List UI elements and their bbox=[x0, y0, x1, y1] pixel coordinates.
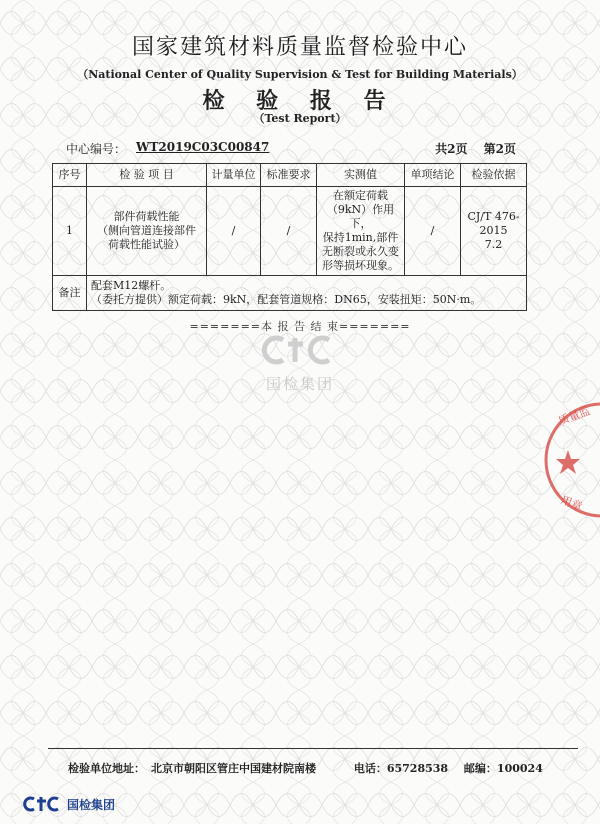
header-conclusion: 单项结论 bbox=[405, 164, 461, 187]
header-item: 检 验 项 目 bbox=[87, 164, 207, 187]
remark-row bbox=[53, 276, 527, 311]
end-of-report-marker: =======本 报 告 结 束======= bbox=[189, 320, 411, 333]
watermark-text: 国检集团 bbox=[265, 375, 334, 393]
footer-contact bbox=[68, 760, 588, 776]
page-info: 共2页 第2页 bbox=[435, 142, 516, 156]
address-label: 检验单位地址： bbox=[68, 762, 145, 775]
center-number-label: 中心编号： bbox=[66, 142, 127, 156]
header-unit: 计量单位 bbox=[207, 164, 261, 187]
measured-line: 无断裂或永久变 bbox=[322, 245, 399, 258]
item-line: 荷载性能试验） bbox=[108, 238, 185, 251]
zip-label: 邮编： bbox=[463, 762, 497, 775]
official-seal-stamp bbox=[540, 395, 600, 525]
footer-divider bbox=[48, 748, 578, 749]
table-row bbox=[53, 187, 527, 276]
item-line: （侧向管道连接部件 bbox=[97, 224, 196, 237]
cell-unit: / bbox=[207, 187, 261, 276]
header-requirement: 标准要求 bbox=[261, 164, 317, 187]
phone-value: 65728538 bbox=[386, 762, 449, 775]
org-name-english: （National Center of Quality Supervision & Test for Building Materials） bbox=[77, 68, 523, 81]
ctc-logo bbox=[22, 794, 115, 814]
item-line: 部件荷载性能 bbox=[113, 210, 180, 223]
ctc-watermark-logo bbox=[255, 330, 345, 370]
measured-line: 保持1min,部件 bbox=[322, 231, 399, 244]
basis-line: CJ/T 476-2015 bbox=[467, 210, 520, 237]
phone-label: 电话： bbox=[353, 762, 387, 775]
remark-label: 备注 bbox=[53, 276, 87, 311]
logo-text: 国检集团 bbox=[67, 797, 116, 812]
header-measured: 实测值 bbox=[317, 164, 405, 187]
report-title: 检 验 报 告 bbox=[202, 88, 398, 114]
report-meta-row bbox=[56, 140, 526, 156]
stamp-text-top: 质量监 bbox=[556, 404, 593, 428]
basis-line: 7.2 bbox=[484, 238, 503, 251]
cell-requirement: / bbox=[261, 187, 317, 276]
header-basis: 检验依据 bbox=[461, 164, 527, 187]
header-no: 序号 bbox=[53, 164, 87, 187]
org-name: 国家建筑材料质量监督检验中心 bbox=[131, 35, 468, 60]
zip-value: 100024 bbox=[496, 762, 543, 775]
remark-content bbox=[87, 276, 527, 311]
report-title-english: （Test Report） bbox=[253, 112, 347, 125]
ctc-logo-icon bbox=[22, 795, 64, 813]
remark-line: （委托方提供）额定荷载：9kN，配套管道规格：DN65，安装扭矩：50N·m。 bbox=[91, 293, 482, 306]
cell-no: 1 bbox=[53, 187, 87, 276]
table-header-row bbox=[53, 164, 527, 187]
measured-line: （9kN）作用下， bbox=[326, 203, 395, 230]
cell-basis bbox=[461, 187, 527, 276]
measured-line: 在额定荷载 bbox=[333, 189, 388, 202]
cell-item bbox=[87, 187, 207, 276]
cell-conclusion: / bbox=[405, 187, 461, 276]
stamp-text-bottom: 用章 bbox=[558, 493, 585, 514]
measured-line: 形等损坏现象。 bbox=[322, 259, 399, 272]
cell-measured bbox=[317, 187, 405, 276]
center-number-value: WT2019C03C00847 bbox=[136, 140, 270, 154]
address-value: 北京市朝阳区管庄中国建材院南楼 bbox=[151, 762, 316, 775]
star-icon bbox=[556, 450, 580, 474]
test-results-table bbox=[52, 163, 527, 311]
remark-line: 配套M12螺杆。 bbox=[91, 279, 172, 292]
